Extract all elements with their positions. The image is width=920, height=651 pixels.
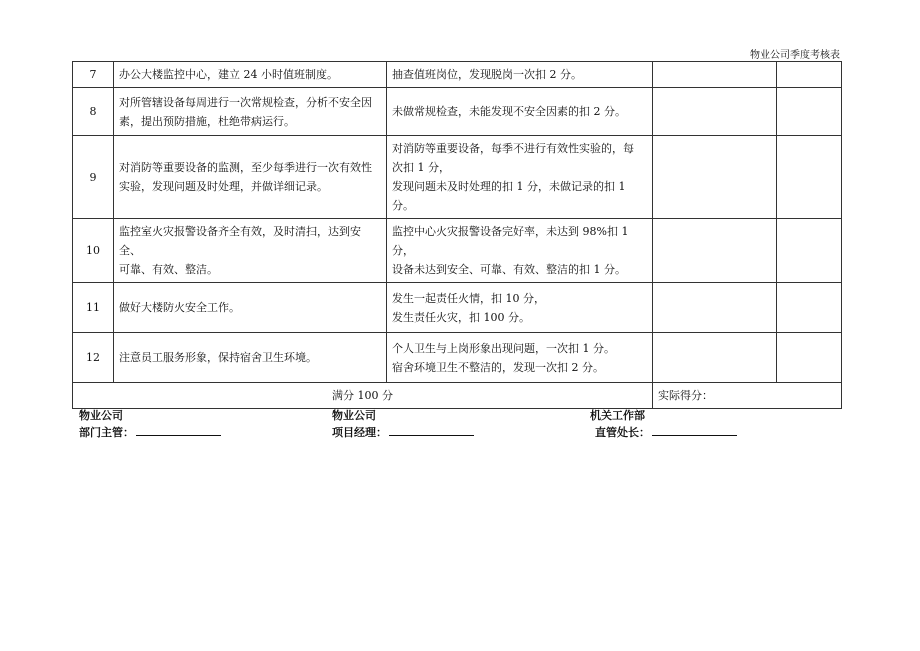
remark-cell[interactable] (777, 219, 842, 283)
requirement-cell (114, 283, 387, 333)
criteria-text: 次扣 1 分， (392, 161, 450, 174)
signature-line[interactable] (652, 424, 737, 436)
signature-division-head (590, 407, 737, 441)
table-row (73, 333, 842, 383)
criteria-text: 监控中心火灾报警设备完好率，未达到 98%扣 1 分， (392, 225, 629, 257)
requirement-text: 对所管辖设备每周进行一次常规检查，分析不安全因 (119, 95, 372, 109)
criteria-text: 发生责任火灾，扣 100 分。 (392, 310, 530, 324)
row-number: 12 (73, 333, 114, 383)
criteria-text: 设备未达到安全、可靠、有效、整洁的扣 1 分。 (392, 263, 626, 276)
table-row (73, 88, 842, 136)
score-cell[interactable] (653, 136, 777, 219)
score-cell[interactable] (653, 333, 777, 383)
criteria-text: 对消防等重要设备，每季不进行有效性实验的，每 (392, 142, 634, 155)
requirement-cell (114, 333, 387, 383)
criteria-text: 发生一起责任火情，扣 10 分， (392, 291, 545, 305)
signature-department-supervisor (79, 407, 221, 441)
criteria-text: 发现问题未及时处理的扣 1 分，未做记录的扣 1 分。 (392, 180, 626, 212)
row-number: 9 (73, 136, 114, 219)
summary-row (73, 383, 842, 409)
requirement-text: 做好大楼防火安全工作。 (119, 301, 240, 314)
requirement-text: 素，提出预防措施，杜绝带病运行。 (119, 114, 295, 128)
score-cell[interactable] (653, 219, 777, 283)
score-cell[interactable] (653, 62, 777, 88)
actual-score-cell: 实际得分： (653, 383, 842, 409)
remark-cell[interactable] (777, 88, 842, 136)
requirement-cell (114, 136, 387, 219)
requirement-text: 可靠、有效、整洁。 (119, 263, 218, 276)
signature-project-manager (332, 407, 474, 441)
criteria-cell (387, 62, 653, 88)
criteria-cell (387, 283, 653, 333)
row-number: 7 (73, 62, 114, 88)
criteria-text: 抽查值班岗位，发现脱岗一次扣 2 分。 (392, 68, 582, 81)
row-number: 10 (73, 219, 114, 283)
criteria-text: 个人卫生与上岗形象出现问题，一次扣 1 分。 (392, 341, 615, 355)
score-cell[interactable] (653, 283, 777, 333)
table-row (73, 62, 842, 88)
requirement-cell (114, 88, 387, 136)
assessment-table (72, 61, 842, 409)
signature-org: 物业公司 (79, 409, 123, 422)
criteria-cell (387, 88, 653, 136)
signature-org: 物业公司 (332, 409, 376, 422)
criteria-text: 宿舍环境卫生不整洁的，发现一次扣 2 分。 (392, 360, 604, 374)
remark-cell[interactable] (777, 62, 842, 88)
requirement-text: 对消防等重要设备的监测，至少每季进行一次有效性 (119, 161, 372, 174)
table-row (73, 219, 842, 283)
criteria-cell (387, 333, 653, 383)
criteria-cell (387, 219, 653, 283)
remark-cell[interactable] (777, 136, 842, 219)
score-cell[interactable] (653, 88, 777, 136)
criteria-text: 未做常规检查，未能发现不安全因素的扣 2 分。 (392, 105, 626, 118)
criteria-cell (387, 136, 653, 219)
full-score-cell: 满分 100 分 (73, 383, 653, 409)
signature-line[interactable] (389, 424, 474, 436)
remark-cell[interactable] (777, 333, 842, 383)
requirement-text: 办公大楼监控中心，建立 24 小时值班制度。 (119, 68, 338, 81)
signature-line[interactable] (136, 424, 221, 436)
remark-cell[interactable] (777, 283, 842, 333)
requirement-cell (114, 62, 387, 88)
requirement-text: 监控室火灾报警设备齐全有效，及时清扫，达到安全、 (119, 225, 361, 257)
signature-org: 机关工作部 (590, 409, 645, 422)
row-number: 8 (73, 88, 114, 136)
signature-role: 项目经理： (332, 426, 387, 439)
requirement-text: 实验，发现问题及时处理，并做详细记录。 (119, 180, 328, 193)
table-row (73, 136, 842, 219)
signature-role: 部门主管： (79, 426, 134, 439)
table-row (73, 283, 842, 333)
requirement-cell (114, 219, 387, 283)
row-number: 11 (73, 283, 114, 333)
signature-role: 直管处长： (595, 426, 650, 439)
requirement-text: 注意员工服务形象，保持宿舍卫生环境。 (119, 351, 317, 364)
signature-area (72, 407, 841, 447)
document-header: 物业公司季度考核表 (750, 50, 840, 61)
